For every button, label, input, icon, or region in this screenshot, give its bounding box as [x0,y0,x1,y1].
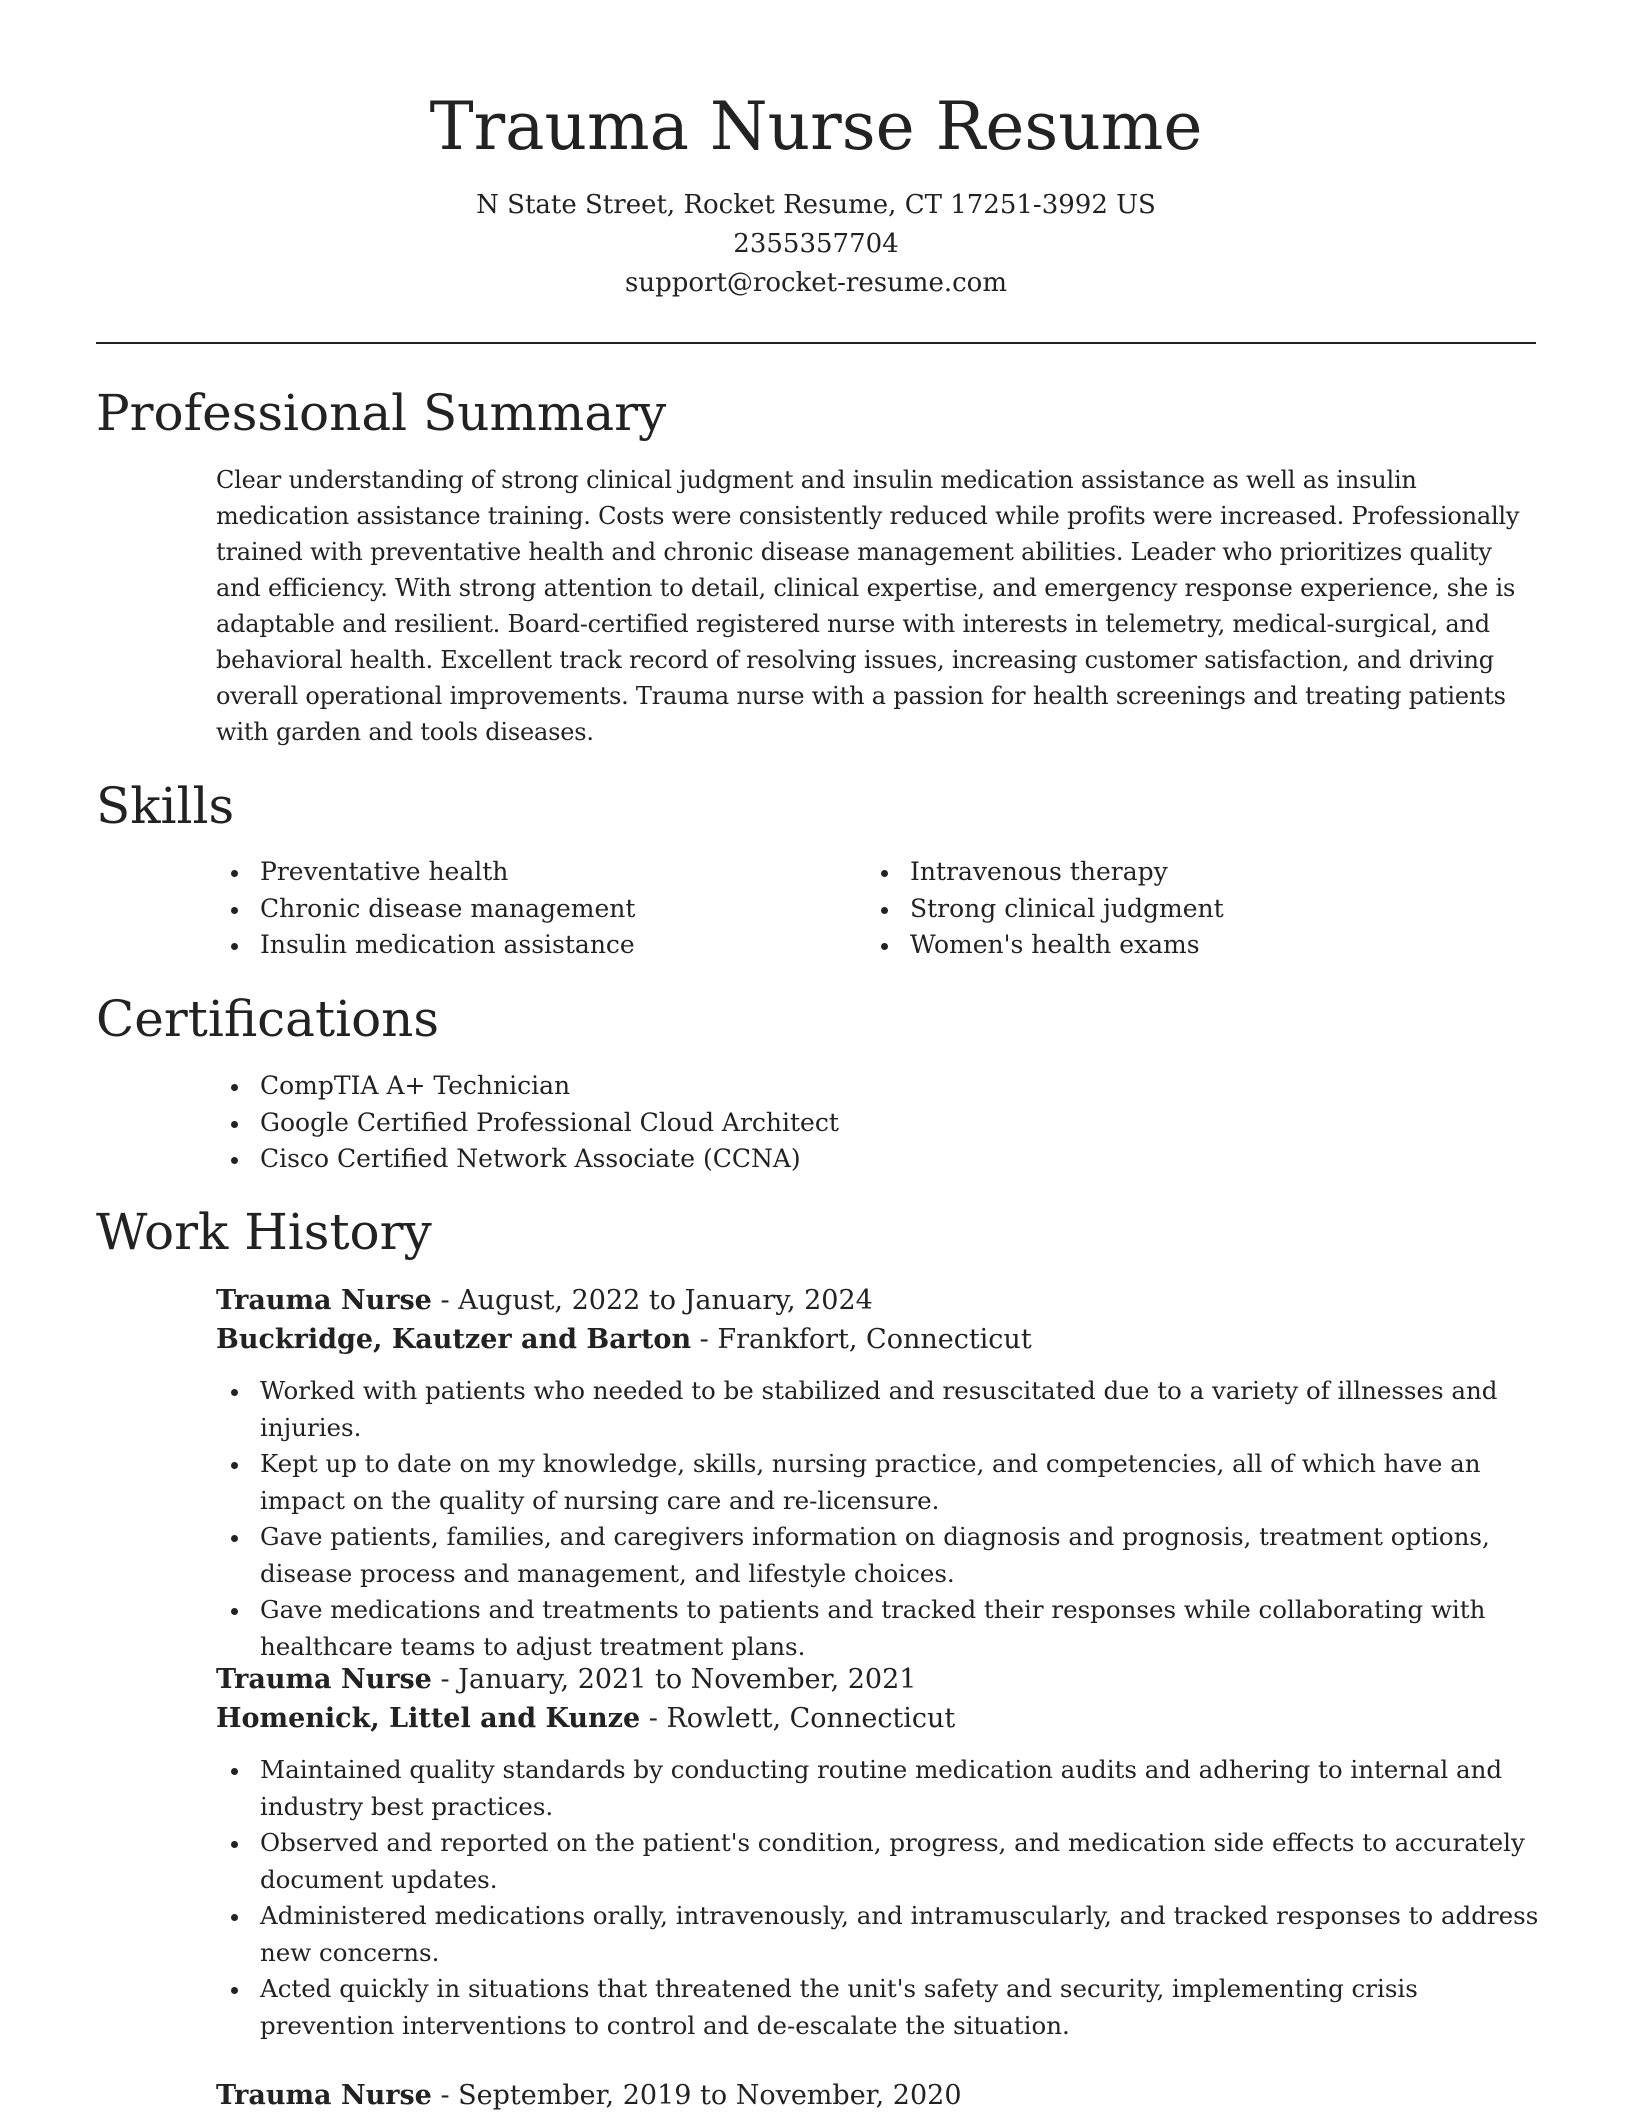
job-location: Rowlett, Connecticut [666,1703,956,1734]
separator: - [431,1664,459,1695]
job-title: Trauma Nurse [216,1285,432,1316]
job-bullet: Maintained quality standards by conducting routine medication audits and adhering to internal and industry best practices. [216,1752,1546,1825]
job-title: Trauma Nurse [216,2080,432,2111]
job-bullet: Observed and reported on the patient's condition, progress, and medication side effects to accurately document updates. [216,1825,1546,1898]
job-dates: January, 2021 to November, 2021 [458,1664,917,1695]
skill-item: Women's health exams [866,927,1466,964]
job-entry [216,2076,1546,2115]
job-bullet-list [216,1752,1546,2044]
resume-header [0,0,1632,303]
skills-list-left [216,854,816,964]
separator: - [431,1285,459,1316]
contact-block [0,186,1632,303]
job-title: Trauma Nurse [216,1664,432,1695]
skill-item: Insulin medication assistance [216,927,816,964]
work-history-heading: Work History [96,1203,432,1261]
job-dates: September, 2019 to November, 2020 [458,2080,962,2111]
certification-item: Cisco Certified Network Associate (CCNA) [216,1141,1316,1178]
job-dates: August, 2022 to January, 2024 [458,1285,873,1316]
resume-title: Trauma Nurse Resume [429,88,1203,165]
contact-phone: 2355357704 [733,229,899,259]
skill-item: Chronic disease management [216,891,816,928]
job-bullet: Gave patients, families, and caregivers information on diagnosis and prognosis, treatment options, disease process and management, and lifestyle choices. [216,1519,1546,1592]
job-title-line [216,2076,1546,2115]
job-bullet: Administered medications orally, intravenously, and intramuscularly, and tracked responses to address new concerns. [216,1898,1546,1971]
certifications-list [216,1068,1316,1178]
contact-email: support@rocket-resume.com [624,268,1007,298]
job-location: Frankfort, Connecticut [717,1324,1032,1355]
job-company: Buckridge, Kautzer and Barton [216,1324,692,1355]
skills-heading: Skills [96,777,235,835]
skills-list-right [866,854,1466,964]
job-company: Homenick, Littel and Kunze [216,1703,641,1734]
job-bullet: Worked with patients who needed to be stabilized and resuscitated due to a variety of illnesses and injuries. [216,1373,1546,1446]
header-divider [96,342,1536,344]
job-bullet: Gave medications and treatments to patients and tracked their responses while collaborating with healthcare teams to adjust treatment plans. [216,1592,1546,1665]
skill-item: Strong clinical judgment [866,891,1466,928]
contact-address: N State Street, Rocket Resume, CT 17251-3992 US [476,190,1156,220]
separator: - [431,2080,459,2111]
job-company-line [216,1699,1546,1738]
job-company-line [216,1320,1546,1359]
separator: - [691,1324,718,1355]
certifications-heading: Certifications [96,990,440,1048]
separator: - [640,1703,667,1734]
summary-text: Clear understanding of strong clinical judgment and insulin medication assistance as well as insulin medication assistance training. Costs were consistently reduced while profits were increased. Professionally trained with preventative health and chronic disease management abilities. Leader who prioritizes quality and efficiency. With strong attention to detail, clinical expertise, and emergency response experience, she is adaptable and resilient. Board-certified registered nurse with interests in telemetry, medical-surgical, and behavioral health. Excellent track record of resolving issues, increasing customer satisfaction, and driving overall operational improvements. Trauma nurse with a passion for health screenings and treating patients with garden and tools diseases. [216,466,1520,746]
skill-item: Preventative health [216,854,816,891]
certification-item: Google Certified Professional Cloud Architect [216,1105,1316,1142]
job-title-line [216,1281,1546,1320]
job-title-line [216,1660,1546,1699]
job-entry [216,1660,1546,2044]
certification-item: CompTIA A+ Technician [216,1068,1316,1105]
summary-heading: Professional Summary [96,384,667,442]
job-bullet: Acted quickly in situations that threatened the unit's safety and security, implementing crisis prevention interventions to control and de-escalate the situation. [216,1971,1546,2044]
job-bullet-list [216,1373,1546,1665]
job-bullet: Kept up to date on my knowledge, skills, nursing practice, and competencies, all of which have an impact on the quality of nursing care and re-licensure. [216,1446,1546,1519]
skill-item: Intravenous therapy [866,854,1466,891]
job-entry [216,1281,1546,1665]
